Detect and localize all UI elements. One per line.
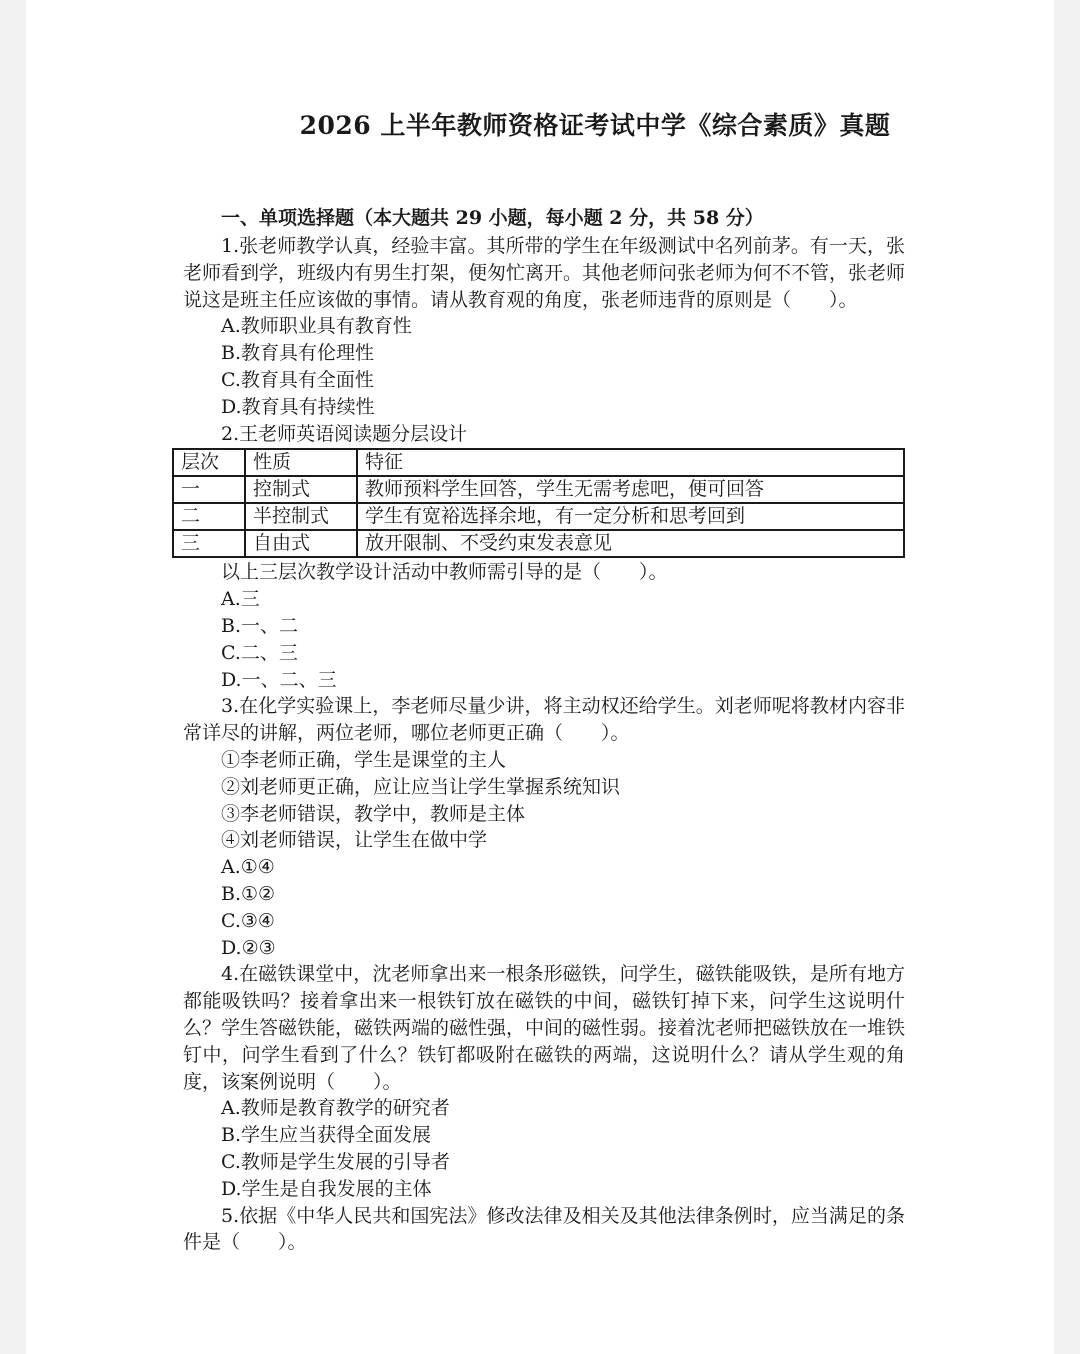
option-d: D.学生是自我发展的主体 [221, 1177, 432, 1200]
question-stem: 4.在磁铁课堂中，沈老师拿出来一根条形磁铁，问学生，磁铁能吸铁，是所有地方都能吸铁吗？接着拿出来一根铁钉放在磁铁的中间，磁铁钉掉下来，问学生这说明什么？学生答磁铁能，磁铁两端的磁性强，中间的磁性弱。接着沈老师把磁铁放在一堆铁钉中，问学生看到了什么？铁钉都吸附在磁铁的两端，这说明什么？请从学生观的角度，该案例说明（ ）。 [183, 963, 906, 1093]
table-header-cell: 性质 [245, 449, 357, 476]
table-row [173, 503, 904, 530]
table-cell: 二 [173, 503, 245, 530]
question-stem: 3.在化学实验课上，李老师尽量少讲，将主动权还给学生。刘老师呢将教材内容非常详尽的讲解，两位老师，哪位老师更正确（ ）。 [183, 695, 905, 745]
question-3 [183, 693, 905, 961]
table-cell: 控制式 [245, 476, 357, 503]
statement-4: ④刘老师错误，让学生在做中学 [221, 829, 488, 852]
document-body [183, 203, 905, 1256]
option-b: B.学生应当获得全面发展 [221, 1124, 432, 1147]
option-a: A.教师是教育教学的研究者 [221, 1097, 450, 1120]
question-stem: 1.张老师教学认真，经验丰富。其所带的学生在年级测试中名列前茅。有一天，张老师看到学，班级内有男生打架，便匆忙离开。其他老师问张老师为何不不管，张老师说这是班主任应该做的事情。请从教育观的角度，张老师违背的原则是（ ）。 [183, 235, 906, 311]
question-1 [183, 233, 905, 421]
table-header-row [173, 449, 904, 476]
document-title: 2026 上半年教师资格证考试中学《综合素质》真题 [299, 111, 891, 140]
table-cell: 一 [173, 476, 245, 503]
statement-3: ③李老师错误，教学中，教师是主体 [221, 802, 526, 825]
table-cell: 半控制式 [245, 503, 357, 530]
option-b: B.教育具有伦理性 [221, 342, 375, 365]
table-cell: 三 [173, 530, 245, 557]
table-cell: 自由式 [245, 530, 357, 557]
document-page [26, 0, 1054, 1354]
option-a: A.①④ [221, 856, 275, 879]
option-b: B.①② [221, 882, 276, 905]
question-2 [183, 421, 905, 694]
option-d: D.教育具有持续性 [221, 395, 375, 418]
option-c: C.教师是学生发展的引导者 [221, 1150, 450, 1173]
layer-design-table [172, 448, 905, 558]
table-row [173, 476, 904, 503]
option-c: C.教育具有全面性 [221, 368, 374, 391]
section-heading: 一、单项选择题（本大题共 29 小题，每小题 2 分，共 58 分） [221, 207, 764, 229]
question-followup: 以上三层次教学设计活动中教师需引导的是（ ）。 [221, 561, 668, 584]
question-5 [183, 1203, 905, 1257]
option-b: B.一、二 [221, 614, 299, 637]
table-header-cell: 层次 [173, 449, 245, 476]
question-stem: 5.依据《中华人民共和国宪法》修改法律及相关及其他法律条例时，应当满足的条件是（ ）。 [183, 1204, 905, 1254]
table-cell: 放开限制、不受约束发表意见 [357, 530, 904, 557]
option-c: C.二、三 [221, 641, 298, 664]
question-stem: 2.王老师英语阅读题分层设计 [221, 422, 468, 445]
table-cell: 学生有宽裕选择余地，有一定分析和思考回到 [357, 503, 904, 530]
statement-2: ②刘老师更正确，应让应当让学生掌握系统知识 [221, 775, 621, 798]
table-header-cell: 特征 [357, 449, 904, 476]
option-d: D.②③ [221, 936, 276, 959]
option-c: C.③④ [221, 909, 275, 932]
statement-1: ①李老师正确，学生是课堂的主人 [221, 748, 507, 771]
table-row [173, 530, 904, 557]
option-d: D.一、二、三 [221, 668, 337, 691]
question-4 [183, 961, 905, 1202]
option-a: A.教师职业具有教育性 [221, 315, 412, 338]
option-a: A.三 [221, 588, 260, 611]
table-cell: 教师预料学生回答，学生无需考虑吧，便可回答 [357, 476, 904, 503]
